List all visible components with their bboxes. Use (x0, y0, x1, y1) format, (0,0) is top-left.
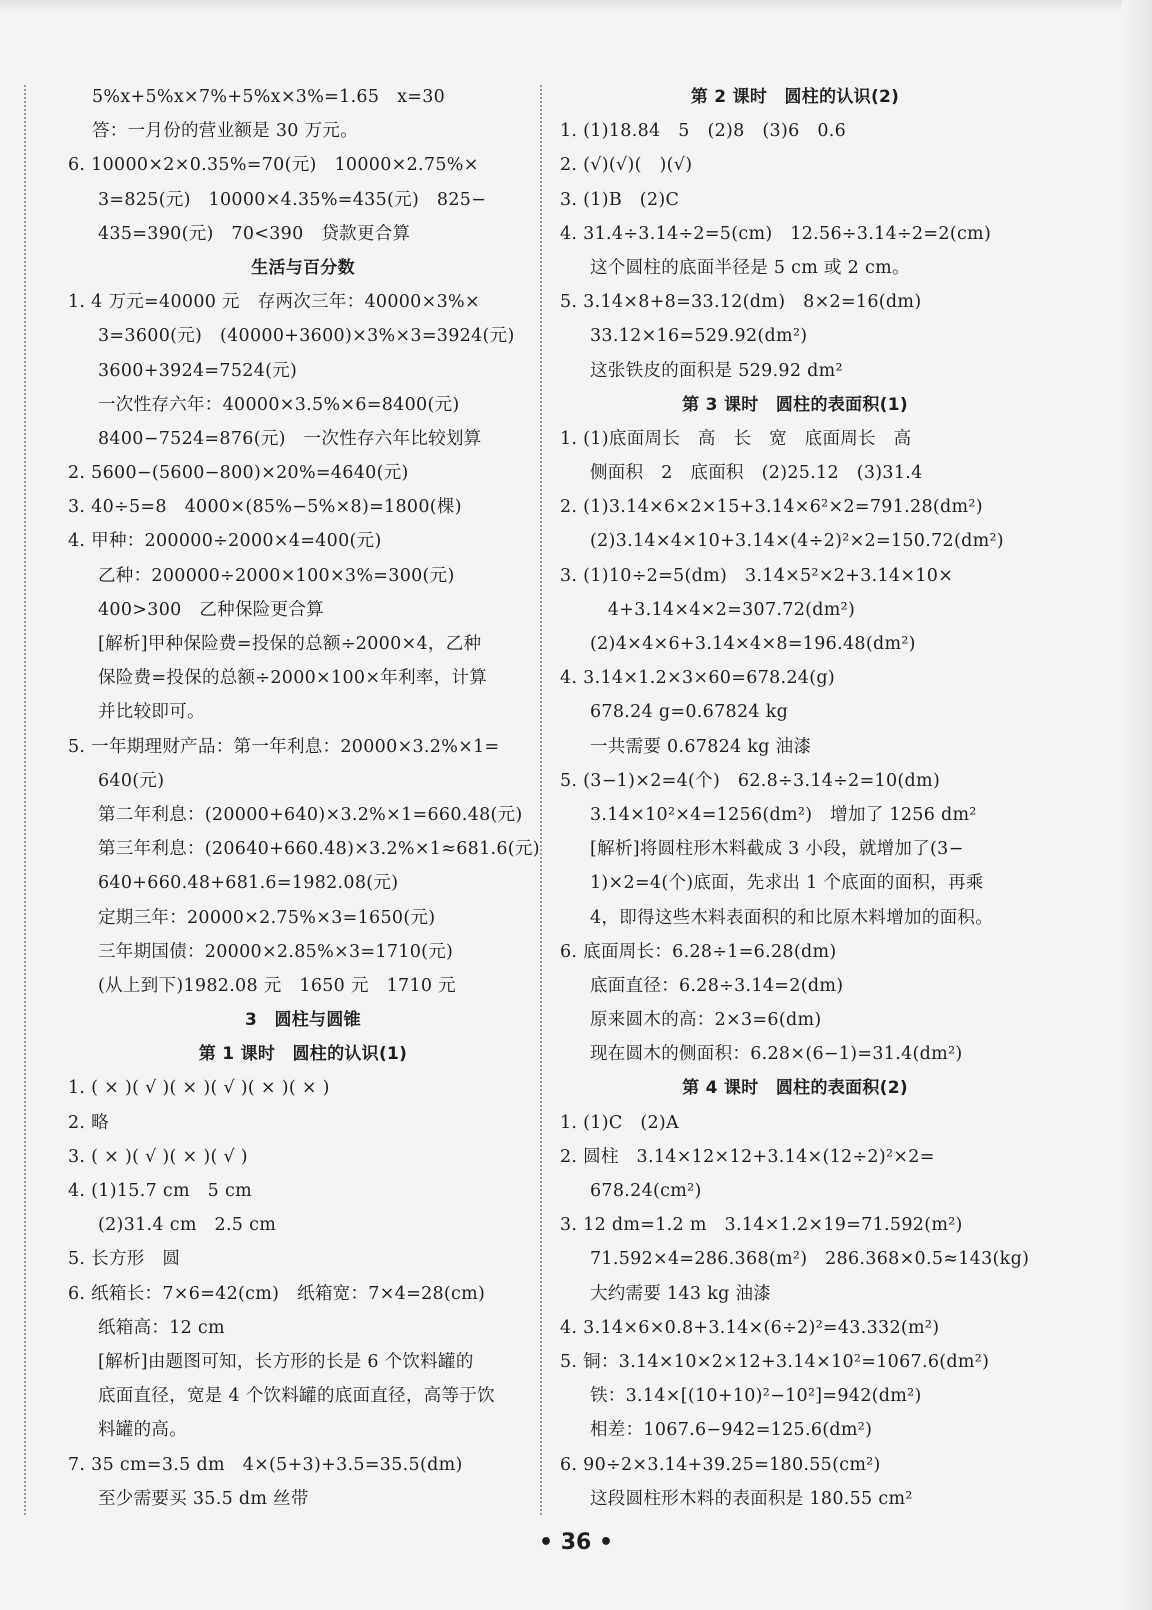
left-text-line: 定期三年：20000×2.75%×3=1650(元) (98, 907, 436, 928)
right-section-heading: 第 4 课时 圆柱的表面积(2) (682, 1078, 908, 1099)
right-text-line: 3. (1)10÷2=5(dm) 3.14×5²×2+3.14×10× (560, 565, 954, 586)
left-text-line: 3=3600(元) (40000+3600)×3%×3=3924(元) (98, 326, 515, 347)
right-text-line: 678.24(cm²) (590, 1181, 702, 1201)
right-text-line: 底面直径：6.28÷3.14=2(dm) (590, 975, 844, 996)
page-top-shadow (0, 0, 1152, 12)
right-text-line: 6. 90÷2×3.14+39.25=180.55(cm²) (560, 1454, 881, 1475)
left-text-line: 435=390(元) 70<390 贷款更合算 (98, 223, 411, 244)
left-text-line: 保险费=投保的总额÷2000×100×年利率，计算 (98, 668, 488, 689)
left-text-line: 料罐的高。 (98, 1420, 187, 1441)
right-text-line: (2)4×4×6+3.14×4×8=196.48(dm²) (590, 634, 916, 654)
left-text-line: 纸箱高：12 cm (98, 1317, 225, 1338)
left-text-line: [解析]由题图可知，长方形的长是 6 个饮料罐的 (98, 1351, 474, 1372)
right-text-line: 原来圆木的高：2×3=6(dm) (590, 1010, 822, 1031)
left-text-line: 5. 一年期理财产品：第一年利息：20000×3.2%×1= (68, 736, 500, 757)
right-text-line: 一共需要 0.67824 kg 油漆 (590, 736, 812, 757)
left-text-line: 5%x+5%x×7%+5%x×3%=1.65 x=30 (92, 87, 446, 107)
page-number-value: 36 (560, 1530, 592, 1555)
left-margin-divider (24, 85, 26, 1515)
right-text-line: 2. (√)(√)( )(√) (560, 155, 693, 176)
right-text-line: 4，即得这些木料表面积的和比原木料增加的面积。 (590, 907, 994, 928)
left-column (68, 80, 538, 1516)
left-text-line: 4. 甲种：200000÷2000×4=400(元) (68, 531, 382, 552)
right-text-line: 现在圆木的侧面积：6.28×(6−1)=31.4(dm²) (590, 1044, 963, 1065)
left-text-line: (从上到下)1982.08 元 1650 元 1710 元 (98, 975, 456, 996)
left-text-line: 3. ( × )( √ )( × )( √ ) (68, 1146, 248, 1167)
right-text-line: 铁：3.14×[(10+10)²−10²]=942(dm²) (590, 1386, 922, 1407)
right-text-line: 6. 底面周长：6.28÷1=6.28(dm) (560, 941, 837, 962)
right-text-line: 这张铁皮的面积是 529.92 dm² (590, 360, 843, 381)
left-text-line: 640+660.48+681.6=1982.08(元) (98, 873, 399, 894)
right-text-line: 4+3.14×4×2=307.72(dm²) (590, 599, 856, 620)
left-text-line: 400>300 乙种保险更合算 (98, 599, 324, 620)
right-text-line: 3. 12 dm=1.2 m 3.14×1.2×19=71.592(m²) (560, 1215, 963, 1236)
right-text-line: [解析]将圆柱形木料截成 3 小段，就增加了(3− (590, 839, 964, 860)
left-text-line: 2. 略 (68, 1112, 109, 1133)
column-divider (540, 85, 542, 1515)
left-text-line: 至少需要买 35.5 dm 丝带 (98, 1488, 309, 1509)
right-text-line: 71.592×4=286.368(m²) 286.368×0.5≈143(kg) (590, 1249, 1030, 1270)
right-column (560, 80, 1030, 1516)
right-text-line: 侧面积 2 底面积 (2)25.12 (3)31.4 (590, 463, 923, 484)
right-section-heading: 第 3 课时 圆柱的表面积(1) (682, 394, 908, 415)
right-text-line: 5. 3.14×8+8=33.12(dm) 8×2=16(dm) (560, 292, 922, 313)
right-text-line: (2)3.14×4×10+3.14×(4÷2)²×2=150.72(dm²) (590, 531, 1004, 552)
left-section-heading: 3 圆柱与圆锥 (245, 1010, 361, 1031)
left-text-line: 2. 5600−(5600−800)×20%=4640(元) (68, 463, 409, 484)
left-text-line: 1. ( × )( √ )( × )( √ )( × )( × ) (68, 1078, 330, 1099)
right-text-line: 2. 圆柱 3.14×12×12+3.14×(12÷2)²×2= (560, 1146, 935, 1167)
right-section-heading: 第 2 课时 圆柱的认识(2) (690, 87, 900, 107)
left-text-line: 乙种：200000÷2000×100×3%=300(元) (98, 565, 455, 586)
right-text-line: 3. (1)B (2)C (560, 189, 680, 210)
right-text-line: 大约需要 143 kg 油漆 (590, 1283, 772, 1304)
left-section-heading: 第 1 课时 圆柱的认识(1) (198, 1044, 408, 1065)
left-text-line: 3600+3924=7524(元) (98, 360, 298, 381)
right-text-line: 1. (1)C (2)A (560, 1112, 679, 1133)
right-text-line: 这段圆柱形木料的表面积是 180.55 cm² (590, 1488, 913, 1509)
left-text-line: 三年期国债：20000×2.85%×3=1710(元) (98, 941, 454, 962)
right-text-line: 4. 3.14×1.2×3×60=678.24(g) (560, 668, 835, 689)
left-text-line: 8400−7524=876(元) 一次性存六年比较划算 (98, 428, 482, 449)
right-text-line: 2. (1)3.14×6×2×15+3.14×6²×2=791.28(dm²) (560, 497, 983, 518)
left-text-line: 6. 10000×2×0.35%=70(元) 10000×2.75%× (68, 155, 479, 176)
right-text-line: 678.24 g=0.67824 kg (590, 702, 789, 723)
right-text-line: 相差：1067.6−942=125.6(dm²) (590, 1420, 873, 1441)
right-text-line: 4. 3.14×6×0.8+3.14×(6÷2)²=43.332(m²) (560, 1317, 940, 1338)
left-text-line: 640(元) (98, 770, 165, 791)
page-number: • 36 • (538, 1530, 614, 1555)
right-text-line: 3.14×10²×4=1256(dm²) 增加了 1256 dm² (590, 804, 977, 825)
left-text-line: 4. (1)15.7 cm 5 cm (68, 1181, 252, 1201)
left-text-line: 第三年利息：(20640+660.48)×3.2%×1≈681.6(元) (98, 839, 540, 860)
right-text-line: 这个圆柱的底面半径是 5 cm 或 2 cm。 (590, 257, 910, 278)
left-text-line: 1. 4 万元=40000 元 存两次三年：40000×3%× (68, 292, 480, 313)
left-section-heading: 生活与百分数 (251, 257, 355, 278)
left-text-line: 底面直径，宽是 4 个饮料罐的底面直径，高等于饮 (98, 1386, 495, 1407)
right-text-line: 1. (1)18.84 5 (2)8 (3)6 0.6 (560, 121, 847, 142)
left-text-line: 5. 长方形 圆 (68, 1249, 181, 1270)
right-text-line: 1. (1)底面周长 高 长 宽 底面周长 高 (560, 428, 912, 449)
right-text-line: 1)×2=4(个)底面，先求出 1 个底面的面积，再乘 (590, 873, 984, 894)
left-text-line: 6. 纸箱长：7×6=42(cm) 纸箱宽：7×4=28(cm) (68, 1283, 486, 1304)
right-text-line: 4. 31.4÷3.14÷2=5(cm) 12.56÷3.14÷2=2(cm) (560, 223, 992, 244)
left-text-line: 第二年利息：(20000+640)×3.2%×1=660.48(元) (98, 804, 523, 825)
left-text-line: (2)31.4 cm 2.5 cm (98, 1215, 277, 1236)
left-text-line: 一次性存六年：40000×3.5%×6=8400(元) (98, 394, 460, 415)
right-text-line: 33.12×16=529.92(dm²) (590, 326, 808, 347)
left-text-line: 7. 35 cm=3.5 dm 4×(5+3)+3.5=35.5(dm) (68, 1454, 463, 1475)
left-text-line: 答：一月份的营业额是 30 万元。 (92, 121, 358, 142)
left-text-line: 并比较即可。 (98, 702, 205, 723)
right-text-line: 5. 铜：3.14×10×2×12+3.14×10²=1067.6(dm²) (560, 1351, 990, 1372)
left-text-line: [解析]甲种保险费=投保的总额÷2000×4，乙种 (98, 634, 482, 654)
page-edge (1122, 0, 1152, 1610)
left-text-line: 3=825(元) 10000×4.35%=435(元) 825− (98, 189, 487, 210)
right-text-line: 5. (3−1)×2=4(个) 62.8÷3.14÷2=10(dm) (560, 770, 941, 791)
left-text-line: 3. 40÷5=8 4000×(85%−5%×8)=1800(棵) (68, 497, 462, 518)
